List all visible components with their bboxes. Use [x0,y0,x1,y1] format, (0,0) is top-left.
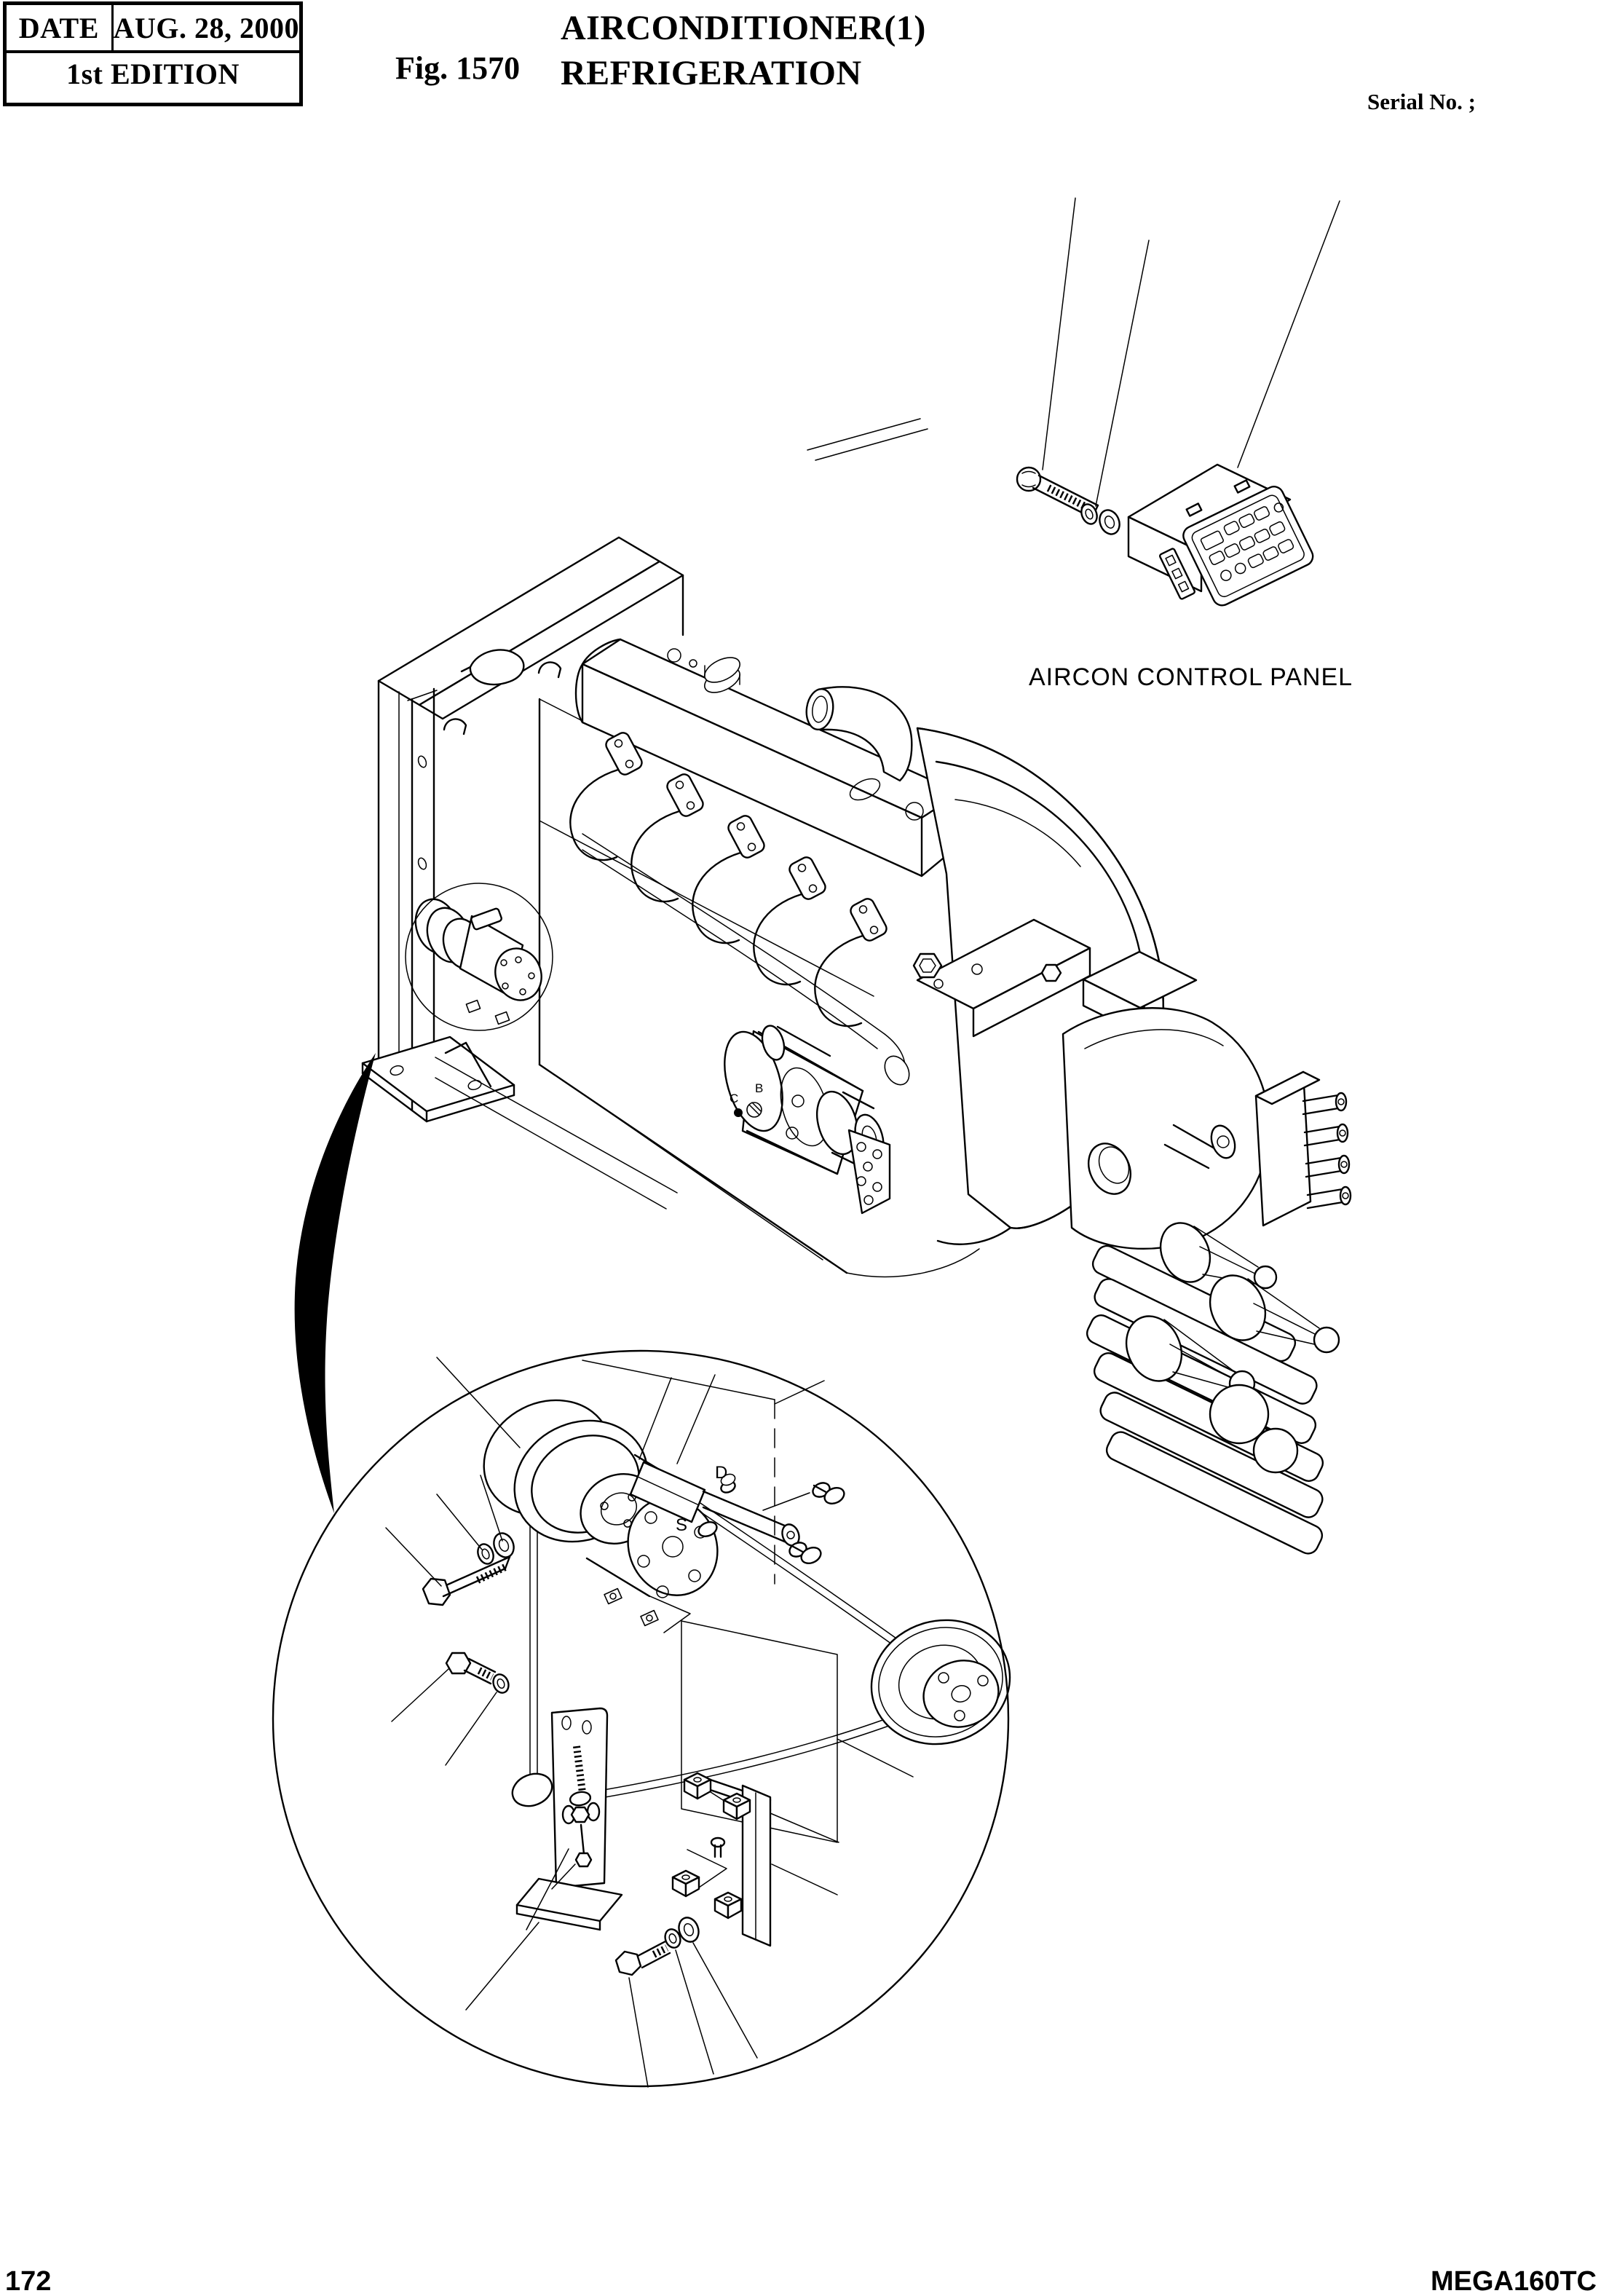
four-port-block [1256,1072,1351,1226]
title-line-2: REFRIGERATION [561,54,862,92]
flat-washer [1096,507,1123,537]
label-discharge-port: D [715,1463,728,1483]
bracket-foot [517,1879,622,1921]
date-value: AUG. 28, 2000 [113,11,299,44]
control-panel-caption: AIRCON CONTROL PANEL [1029,663,1353,691]
spacer-block [715,1893,741,1918]
water-pump-pulley [856,1603,1026,1762]
compressor-detail-callout [273,1351,1025,2087]
idler-pulley [507,1768,557,1812]
edition-label: 1st EDITION [66,57,240,90]
title-line-1: AIRCONDITIONER(1) [561,9,926,47]
label-c: C [730,1092,739,1105]
radiator-hook [539,662,561,677]
lower-mount-plate [673,1773,839,1946]
small-bolt [763,1480,847,1510]
control-panel-box [1128,465,1316,609]
flat-washer [491,1530,518,1560]
compressor-knob [1254,1429,1297,1472]
date-label: DATE [18,11,99,44]
hex-bolt [914,954,941,977]
serial-number-label: Serial No. ; [1367,89,1476,114]
aircon-control-panel-assembly [1017,198,1353,691]
air-compressor-stack [1083,1215,1339,1557]
base-bolt [616,1941,670,1975]
spacer-block [684,1773,711,1799]
page-number: 172 [5,2266,52,2296]
pump-housing [1063,1008,1269,1249]
hex-bolt [1042,965,1061,981]
label-suction-port: S [676,1515,688,1535]
compressor-location-callout [406,883,553,1030]
ac-compressor-small [409,893,549,1024]
terminal-dot [734,1108,743,1117]
figure-number: Fig. 1570 [395,50,521,86]
model-code: MEGA160TC [1430,2266,1597,2296]
ac-compressor [464,1378,802,1625]
spring-washer [491,1672,511,1695]
starter-motor [714,1023,890,1213]
radiator-hook [444,719,466,734]
plate-bolt [711,1838,724,1847]
label-b: B [755,1081,764,1095]
bracket-bolt [446,1653,495,1684]
tensioner-bracket [517,1708,622,1930]
starter-flange-plate [849,1130,890,1213]
zoom-sweep-arrow [295,1053,376,1513]
radiator [363,537,683,1209]
spacer-block [673,1871,699,1896]
